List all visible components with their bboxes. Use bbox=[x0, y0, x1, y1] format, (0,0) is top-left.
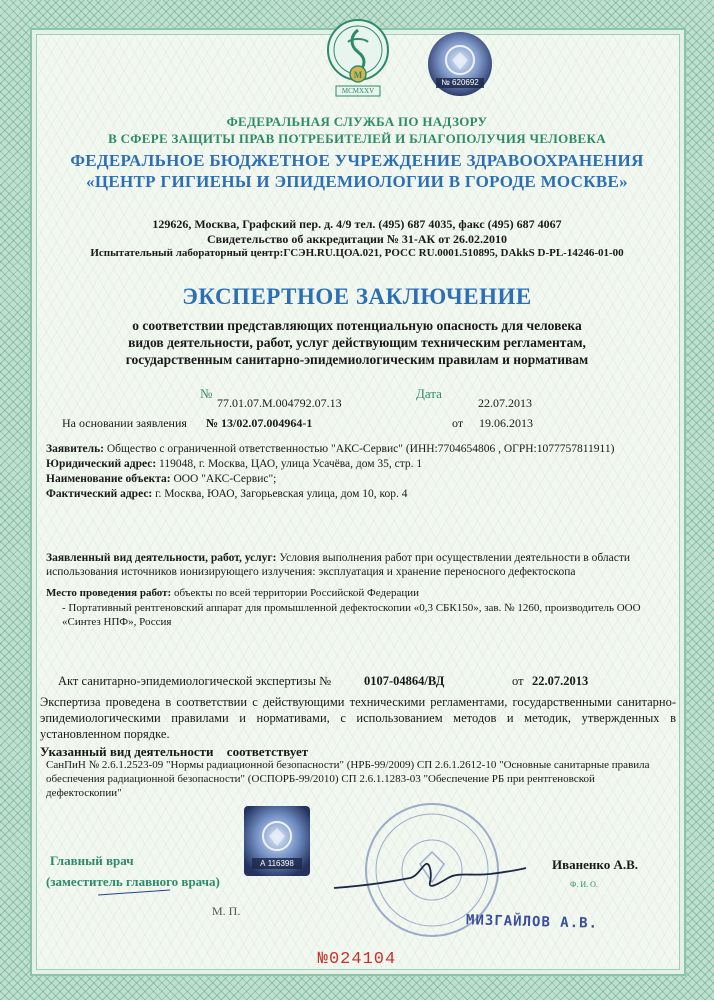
basis-label: На основании заявления bbox=[62, 416, 187, 430]
org-address: 129626, Москва, Графский пер. д. 4/9 тел. (495) 687 4035, факс (495) 687 4067 bbox=[152, 217, 562, 231]
norms-line-a: СанПиН № 2.6.1.2523-09 "Нормы радиационной безопасности" (НРБ-99/2009) СП 2.6.1.2612-10 "Основные санитарные правила bbox=[46, 759, 650, 771]
conclusion-row bbox=[40, 744, 308, 760]
rospotrebnadzor-emblem bbox=[322, 12, 394, 100]
svg-text:M: M bbox=[353, 70, 363, 80]
lab-accreditation: Испытательный лабораторный центр:ГСЭН.RU.ЦОА.021, РОСС RU.0001.510895, DAkkS D-PL-14246-01-00 bbox=[90, 247, 624, 259]
conclusion-verdict: соответствует bbox=[226, 744, 309, 759]
actual-address-label: Фактический адрес: bbox=[46, 488, 153, 500]
fio-label: Ф. И. О. bbox=[570, 880, 598, 889]
act-label: Акт санитарно-эпидемиологической экспертизы № bbox=[58, 674, 332, 688]
expertise-text: Экспертиза проведена в соответствии с действующими техническими регламентами, государственными санитарно-эпидемиологическими правилами и нормативами, с использованием методов и методик, утвержденных в установленном порядке. bbox=[40, 695, 676, 741]
header-line-3: ФЕДЕРАЛЬНОЕ БЮДЖЕТНОЕ УЧРЕЖДЕНИЕ ЗДРАВООХРАНЕНИЯ bbox=[70, 151, 644, 170]
actual-address-row bbox=[46, 488, 408, 500]
document-date: 22.07.2013 bbox=[478, 396, 532, 410]
act-date: 22.07.2013 bbox=[532, 674, 589, 688]
applicant-row bbox=[46, 443, 614, 455]
activity-row bbox=[46, 552, 630, 564]
object-name-label: Наименование объекта: bbox=[46, 473, 171, 485]
act-number: 0107-04864/ВД bbox=[364, 674, 445, 688]
header-line-4: «ЦЕНТР ГИГИЕНЫ И ЭПИДЕМИОЛОГИИ В ГОРОДЕ МОСКВЕ» bbox=[86, 172, 628, 191]
activity-label: Заявленный вид деятельности, работ, услуг: bbox=[46, 552, 277, 564]
applicant-label: Заявитель: bbox=[46, 443, 104, 455]
chief-doctor-label: Главный врач bbox=[50, 853, 134, 868]
norms-line-b: обеспечения радиационной безопасности" (ОСПОРБ-99/2010) СП 2.6.1.1283-03 "Обеспечение РБ при рентгеновской bbox=[46, 773, 595, 785]
object-name-row bbox=[46, 473, 276, 485]
act-from-label: от bbox=[512, 674, 524, 688]
legal-address-value: 119048, г. Москва, ЦАО, улица Усачёва, дом 35, стр. 1 bbox=[159, 458, 423, 470]
object-name-value: ООО "АКС-Сервис"; bbox=[173, 473, 277, 485]
accreditation-certificate: Свидетельство об аккредитации № 31-АК от 26.02.2010 bbox=[207, 232, 507, 246]
document-title: ЭКСПЕРТНОЕ ЗАКЛЮЧЕНИЕ bbox=[182, 284, 532, 309]
date-label: Дата bbox=[416, 386, 442, 401]
legal-address-row bbox=[46, 458, 422, 470]
deputy-label: (заместитель главного врача) bbox=[46, 874, 220, 889]
emblem-year: MCMXXV bbox=[341, 87, 375, 95]
signatory-name: Иваненко А.В. bbox=[552, 857, 639, 872]
form-serial-number: №024104 bbox=[317, 950, 397, 969]
mp-label: М. П. bbox=[212, 904, 241, 918]
header-line-2: В СФЕРЕ ЗАЩИТЫ ПРАВ ПОТРЕБИТЕЛЕЙ И БЛАГОПОЛУЧИЯ ЧЕЛОВЕКА bbox=[108, 131, 606, 146]
handwritten-signature bbox=[330, 852, 530, 902]
number-label: № bbox=[200, 386, 213, 401]
basis-from-date: 19.06.2013 bbox=[479, 416, 533, 430]
subtitle-line-2: видов деятельности, работ, услуг действующим техническим регламентам, bbox=[128, 335, 586, 350]
hologram-sticker bbox=[426, 30, 494, 98]
header-line-1: ФЕДЕРАЛЬНАЯ СЛУЖБА ПО НАДЗОРУ bbox=[226, 114, 488, 129]
hologram-number-bottom: А 116398 bbox=[260, 859, 294, 868]
place-label: Место проведения работ: bbox=[46, 587, 172, 599]
activity-value-b: использования источников ионизирующего излучения: эксплуатация и хранение переносного дефектоскопа bbox=[46, 566, 576, 578]
name-stamp: МИЗГАЙЛОВ А.В. bbox=[465, 912, 599, 932]
norms-line-c: дефектоскопии" bbox=[46, 787, 122, 799]
subtitle-line-1: о соответствии представляющих потенциальную опасность для человека bbox=[132, 318, 582, 333]
subtitle-line-3: государственным санитарно-эпидемиологическим правилам и нормативам bbox=[125, 352, 589, 367]
activity-value-a: Условия выполнения работ при осуществлении деятельности в области bbox=[279, 552, 631, 564]
equipment-item-b: «Синтез НПФ», Россия bbox=[62, 616, 172, 628]
document-number: 77.01.07.М.004792.07.13 bbox=[217, 396, 342, 410]
basis-value: № 13/02.07.004964-1 bbox=[206, 416, 313, 430]
hologram-number: № 620692 bbox=[441, 78, 479, 87]
conclusion-label: Указанный вид деятельности bbox=[40, 744, 214, 759]
hologram-sticker-bottom bbox=[244, 806, 310, 876]
place-value: объекты по всей территории Российской Федерации bbox=[173, 587, 419, 599]
legal-address-label: Юридический адрес: bbox=[46, 458, 157, 470]
actual-address-value: г. Москва, ЮАО, Загорьевская улица, дом 10, кор. 4 bbox=[155, 488, 408, 500]
place-row bbox=[46, 587, 419, 599]
equipment-item-a: - Портативный рентгеновский аппарат для промышленной дефектоскопии «0,3 СБК150», зав. № 1260, производитель ООО bbox=[62, 602, 641, 614]
basis-from-label: от bbox=[452, 416, 464, 430]
applicant-value: Общество с ограниченной ответственностью "АКС-Сервис" (ИНН:7704654806 , ОГРН:1077757811911) bbox=[106, 443, 615, 455]
